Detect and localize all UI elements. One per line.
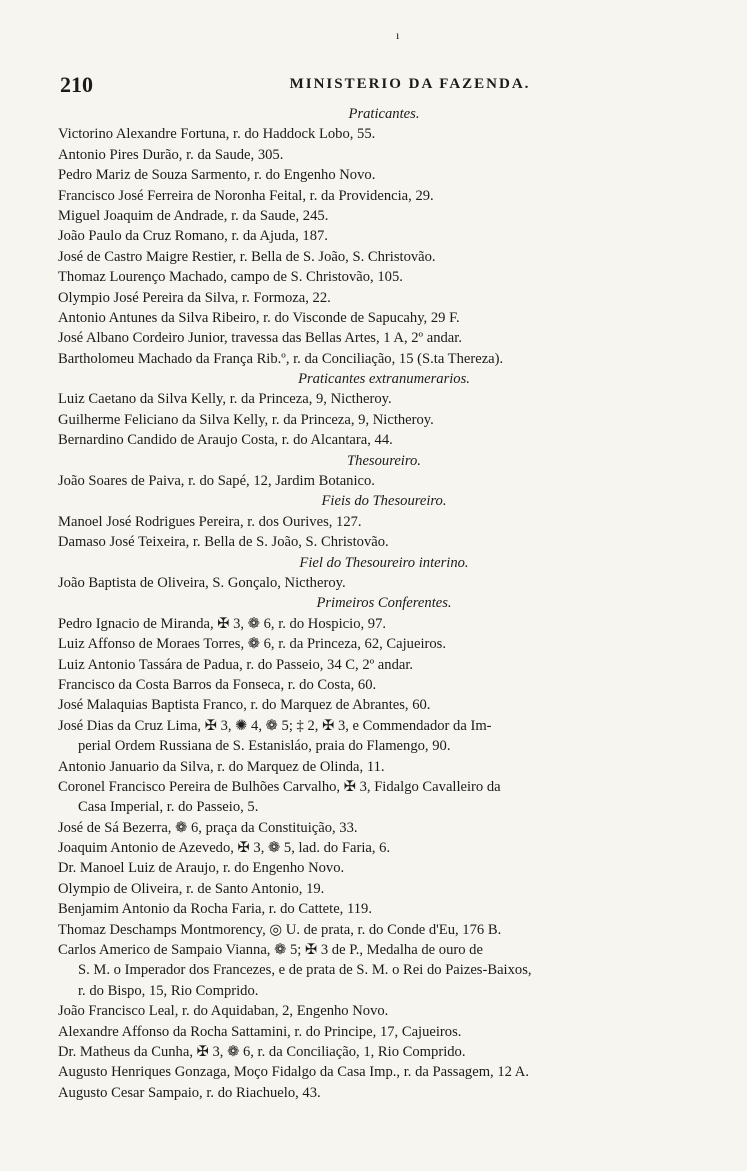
list-entry: João Francisco Leal, r. do Aquidaban, 2, Engenho Novo. (58, 1003, 389, 1020)
list-entry: Francisco José Ferreira de Noronha Feital, r. da Providencia, 29. (58, 187, 434, 204)
document-body (58, 104, 710, 1103)
list-entry: Pedro Mariz de Souza Sarmento, r. do Engenho Novo. (58, 167, 376, 184)
section-heading: Praticantes extranumerarios. (298, 371, 470, 388)
page-mark: ı (396, 28, 400, 42)
list-entry: Bartholomeu Machado da França Rib.º, r. da Conciliação, 15 (S.ta Thereza). (58, 350, 504, 367)
list-entry: Antonio Januario da Silva, r. do Marquez de Olinda, 11. (58, 758, 385, 775)
list-entry: Manoel José Rodrigues Pereira, r. dos Ourives, 127. (58, 513, 362, 530)
list-entry: José Albano Cordeiro Junior, travessa das Bellas Artes, 1 A, 2º andar. (58, 330, 462, 347)
list-entry: Guilherme Feliciano da Silva Kelly, r. da Princeza, 9, Nictheroy. (58, 411, 434, 428)
list-entry: Luiz Caetano da Silva Kelly, r. da Princeza, 9, Nictheroy. (58, 391, 392, 408)
list-entry: José de Castro Maigre Restier, r. Bella de S. João, S. Christovão. (58, 248, 436, 265)
list-entry: Thomaz Deschamps Montmorency, ◎ U. de prata, r. do Conde d'Eu, 176 B. (58, 921, 502, 938)
list-entry: João Baptista de Oliveira, S. Gonçalo, Nictheroy. (58, 574, 346, 591)
list-entry: Bernardino Candido de Araujo Costa, r. do Alcantara, 44. (58, 432, 393, 449)
list-entry: Alexandre Affonso da Rocha Sattamini, r. do Principe, 17, Cajueiros. (58, 1023, 462, 1040)
list-entry: João Soares de Paiva, r. do Sapé, 12, Jardim Botanico. (58, 473, 375, 490)
list-entry: José Dias da Cruz Lima, ✠ 3, ✺ 4, ❁ 5; ‡ 2, ✠ 3, e Commendador da Im- (58, 717, 492, 734)
list-entry: Antonio Antunes da Silva Ribeiro, r. do Visconde de Sapucahy, 29 F. (58, 309, 460, 326)
section-heading: Praticantes. (348, 106, 420, 122)
list-entry: Augusto Cesar Sampaio, r. do Riachuelo, 43. (58, 1084, 321, 1101)
list-entry: José de Sá Bezerra, ❁ 6, praça da Constituição, 33. (58, 819, 358, 836)
list-entry: Luiz Affonso de Moraes Torres, ❁ 6, r. da Princeza, 62, Cajueiros. (58, 636, 446, 653)
list-entry: Joaquim Antonio de Azevedo, ✠ 3, ❁ 5, lad. do Faria, 6. (58, 840, 391, 857)
list-entry: João Paulo da Cruz Romano, r. da Ajuda, 187. (58, 228, 328, 245)
list-entry: Coronel Francisco Pereira de Bulhões Carvalho, ✠ 3, Fidalgo Cavalleiro da (58, 778, 501, 795)
list-entry: Olympio de Oliveira, r. de Santo Antonio, 19. (58, 880, 325, 897)
list-entry: Thomaz Lourenço Machado, campo de S. Christovão, 105. (58, 269, 403, 286)
running-head: MINISTERIO DA FAZENDA. (289, 76, 531, 92)
list-entry: Miguel Joaquim de Andrade, r. da Saude, 245. (58, 207, 329, 224)
page-header (60, 72, 700, 102)
list-entry: Dr. Manoel Luiz de Araujo, r. do Engenho Novo. (58, 860, 345, 877)
list-entry: Pedro Ignacio de Miranda, ✠ 3, ❁ 6, r. do Hospicio, 97. (58, 615, 387, 632)
entry-continuation: Casa Imperial, r. do Passeio, 5. (78, 799, 259, 816)
page-number: 210 (60, 72, 93, 97)
list-entry: Olympio José Pereira da Silva, r. Formoza, 22. (58, 289, 331, 306)
list-entry: Luiz Antonio Tassára de Padua, r. do Passeio, 34 C, 2º andar. (58, 656, 414, 673)
list-entry: Carlos Americo de Sampaio Vianna, ❁ 5; ✠ 3 de P., Medalha de ouro de (58, 942, 483, 959)
section-heading: Primeiros Conferentes. (316, 595, 452, 612)
section-heading: Fieis do Thesoureiro. (321, 493, 447, 510)
entry-continuation: r. do Bispo, 15, Rio Comprido. (78, 982, 259, 999)
list-entry: José Malaquias Baptista Franco, r. do Marquez de Abrantes, 60. (58, 697, 431, 714)
list-entry: Augusto Henriques Gonzaga, Moço Fidalgo da Casa Imp., r. da Passagem, 12 A. (58, 1064, 529, 1081)
list-entry: Dr. Matheus da Cunha, ✠ 3, ❁ 6, r. da Conciliação, 1, Rio Comprido. (58, 1043, 466, 1060)
entry-continuation: S. M. o Imperador dos Francezes, e de prata de S. M. o Rei do Paizes-Baixos, (78, 962, 532, 979)
list-entry: Antonio Pires Durão, r. da Saude, 305. (58, 146, 284, 163)
list-entry: Francisco da Costa Barros da Fonseca, r. do Costa, 60. (58, 676, 377, 693)
list-entry: Benjamim Antonio da Rocha Faria, r. do Cattete, 119. (58, 901, 372, 918)
entry-continuation: perial Ordem Russiana de S. Estanisláo, praia do Flamengo, 90. (78, 738, 451, 755)
list-entry: Damaso José Teixeira, r. Bella de S. João, S. Christovão. (58, 534, 389, 551)
list-entry: Victorino Alexandre Fortuna, r. do Haddock Lobo, 55. (58, 126, 376, 143)
section-heading: Thesoureiro. (347, 452, 421, 469)
section-heading: Fiel do Thesoureiro interino. (299, 554, 469, 571)
